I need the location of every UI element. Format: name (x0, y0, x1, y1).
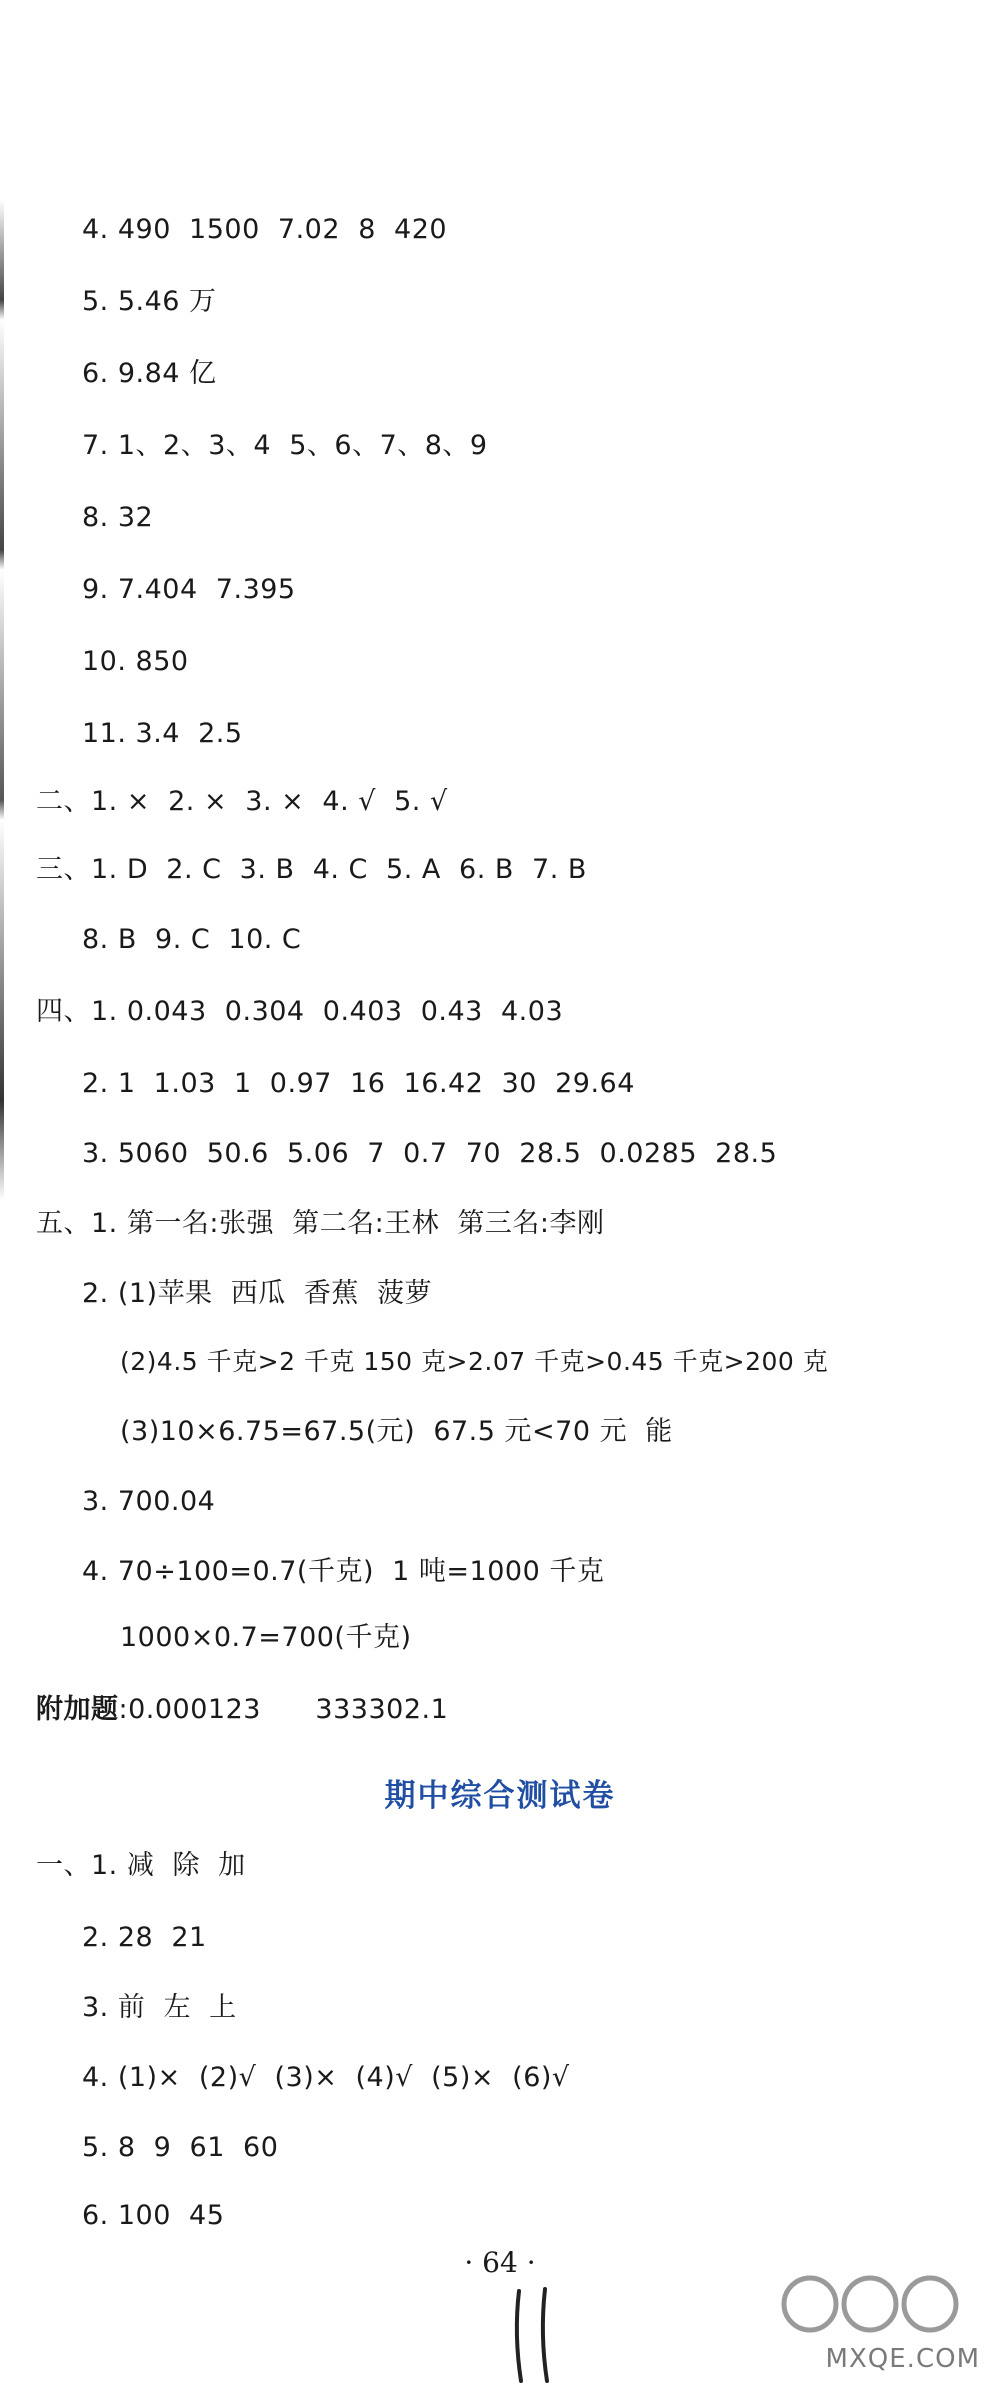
answer-line: 11. 3.4 2.5 (82, 718, 243, 749)
bonus-answers: :0.000123 333302.1 (118, 1694, 449, 1725)
answer-line: 5. 8 9 61 60 (82, 2132, 279, 2163)
answer-line: 4. 490 1500 7.02 8 420 (82, 214, 448, 245)
answer-line: 3. 700.04 (82, 1486, 216, 1517)
watermark-logo-icon (770, 2264, 980, 2344)
bonus-label: 附加题 (36, 1694, 119, 1725)
answer-line: 10. 850 (82, 646, 189, 677)
handwritten-marks-icon (505, 2285, 565, 2385)
page-number: · 64 · (464, 2246, 536, 2279)
answer-line: 3. 5060 50.6 5.06 7 0.7 70 28.5 0.0285 28.5 (82, 1138, 778, 1169)
answer-line: 三、1. D 2. C 3. B 4. C 5. A 6. B 7. B (36, 854, 587, 885)
answer-line: 5. 5.46 万 (82, 286, 217, 317)
answer-line: 四、1. 0.043 0.304 0.403 0.43 4.03 (36, 996, 564, 1027)
answer-line: 8. 32 (82, 502, 154, 533)
answer-line: (3)10×6.75=67.5(元) 67.5 元<70 元 能 (120, 1416, 673, 1447)
answer-line: 1000×0.7=700(千克) (120, 1622, 412, 1653)
answer-line: 一、1. 减 除 加 (36, 1850, 246, 1881)
answer-line: 2. 1 1.03 1 0.97 16 16.42 30 29.64 (82, 1068, 635, 1099)
answer-line: 4. 70÷100=0.7(千克) 1 吨=1000 千克 (82, 1556, 605, 1587)
answer-line: 6. 100 45 (82, 2200, 225, 2231)
answer-line: 3. 前 左 上 (82, 1992, 237, 2023)
answer-line: 五、1. 第一名:张强 第二名:王林 第三名:李刚 (36, 1208, 605, 1239)
answer-line: 8. B 9. C 10. C (82, 924, 302, 955)
scan-edge-marks (0, 200, 4, 1200)
answer-line: 9. 7.404 7.395 (82, 574, 296, 605)
answer-line: (2)4.5 千克>2 千克 150 克>2.07 千克>0.45 千克>200 克 (120, 1347, 829, 1376)
watermark (770, 2264, 980, 2374)
answer-line: 二、1. × 2. × 3. × 4. √ 5. √ (36, 786, 448, 817)
answer-line: 6. 9.84 亿 (82, 358, 217, 389)
answer-line: 4. (1)× (2)√ (3)× (4)√ (5)× (6)√ (82, 2062, 570, 2093)
section-title: 期中综合测试卷 (384, 1778, 616, 1814)
answer-line: 7. 1、2、3、4 5、6、7、8、9 (82, 430, 488, 461)
watermark-text: MXQE.COM (825, 2344, 980, 2374)
answer-line: 2. (1)苹果 西瓜 香蕉 菠萝 (82, 1278, 433, 1309)
answer-line: 2. 28 21 (82, 1922, 207, 1953)
bonus-line (36, 1692, 448, 1728)
